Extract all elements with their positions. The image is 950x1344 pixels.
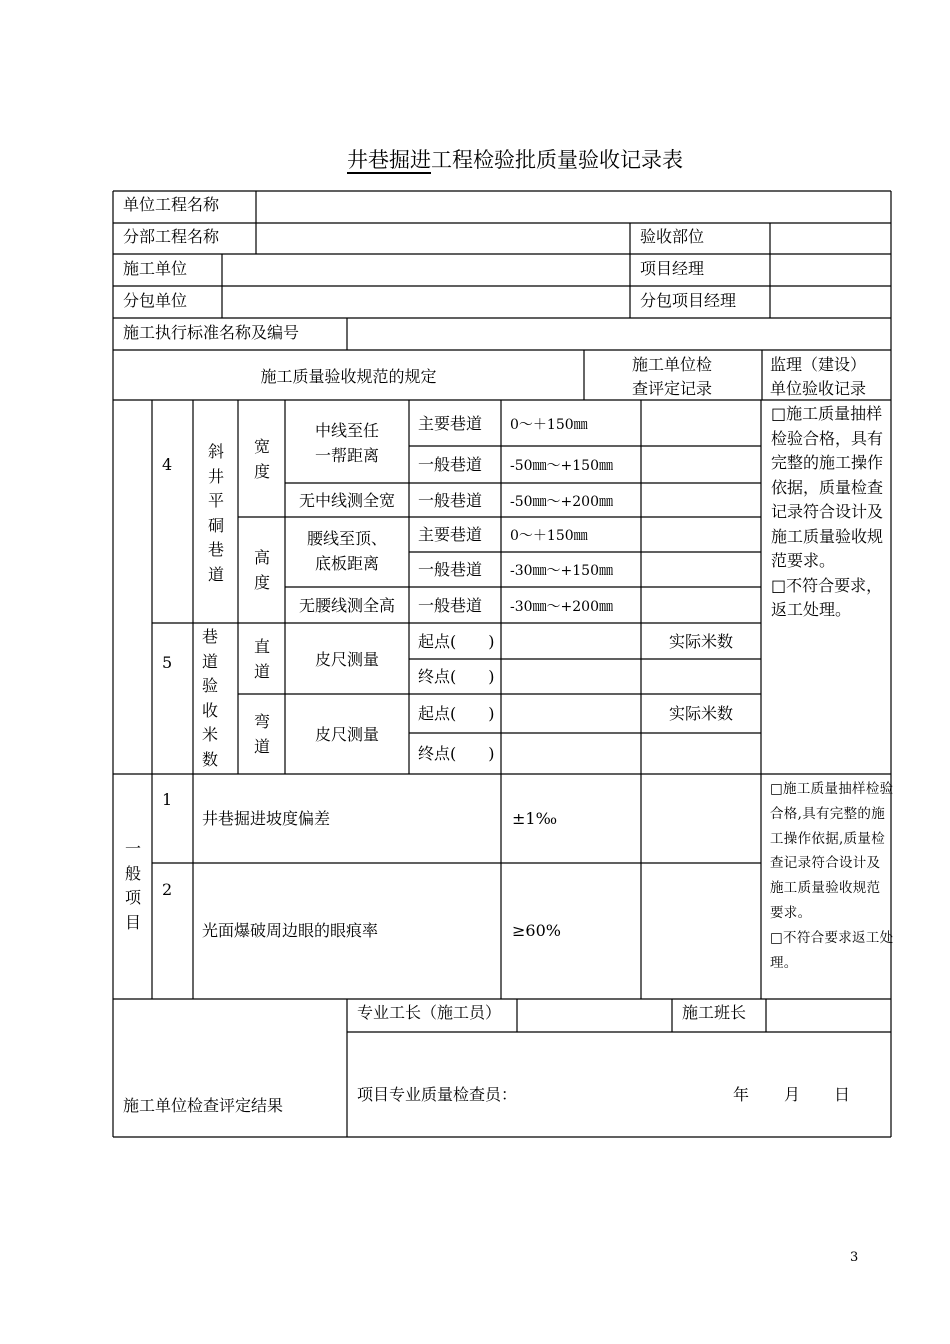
title-rest: 工程检验批质量验收记录表 xyxy=(431,148,683,172)
straight-label: 直 道 xyxy=(253,637,270,681)
center-to-side-2: 一帮距离 xyxy=(314,446,379,465)
check-result-label: 施工单位检查评定结果 xyxy=(123,1096,284,1115)
item4-name: 斜 井 平 硐 巷 道 xyxy=(207,442,224,584)
tolerance-6: -30㎜～+200㎜ xyxy=(510,599,613,615)
subcontract-manager-label: 分包项目经理 xyxy=(640,291,737,310)
general-item-1-number: 1 xyxy=(162,790,173,809)
unit-project-label: 单位工程名称 xyxy=(123,195,220,214)
item4-number: 4 xyxy=(162,455,173,474)
main-roadway-1: 主要巷道 xyxy=(418,414,483,433)
general-roadway-1: 一般巷道 xyxy=(418,455,483,474)
standard-label: 施工执行标准名称及编号 xyxy=(123,323,300,342)
end-point-2: 终点( ) xyxy=(418,744,495,763)
no-waist-line: 无腰线测全高 xyxy=(298,596,395,615)
item5-number: 5 xyxy=(162,653,173,672)
main-control-note: □施工质量抽样检验合格，具有完整的施工操作依据，质量检查记录符合设计及施工质量验收规范要求。 □不符合要求，返工处理。 xyxy=(771,404,884,619)
general-item-1: 井巷掘进坡度偏差 xyxy=(202,809,331,828)
main-roadway-2: 主要巷道 xyxy=(418,525,483,544)
supervisor-header-2: 单位验收记录 xyxy=(770,379,867,398)
general-item-2-number: 2 xyxy=(162,880,173,899)
height-label: 高 度 xyxy=(253,548,270,592)
inspector-label: 项目专业质量检查员： xyxy=(357,1085,518,1104)
center-to-side-1: 中线至任 xyxy=(314,421,379,440)
tolerance-4: 0～＋150㎜ xyxy=(510,528,588,544)
tolerance-3: -50㎜～+200㎜ xyxy=(510,494,613,510)
spec-header: 施工质量验收规范的规定 xyxy=(260,367,437,386)
tolerance-1: 0～＋150㎜ xyxy=(510,417,588,433)
subcontract-unit-label: 分包单位 xyxy=(123,291,188,310)
unit-check-header-1: 施工单位检 xyxy=(632,355,713,374)
general-roadway-2: 一般巷道 xyxy=(418,491,483,510)
title-underlined: 井巷掘进 xyxy=(347,148,431,172)
tolerance-2: -50㎜～+150㎜ xyxy=(510,458,613,474)
month-label: 月 xyxy=(784,1085,801,1104)
no-center-line: 无中线测全宽 xyxy=(298,491,395,510)
tolerance-5: -30㎜～+150㎜ xyxy=(510,563,613,579)
construction-unit-label: 施工单位 xyxy=(123,259,188,278)
general-item-2-value: ≥60% xyxy=(512,921,561,940)
actual-length-2: 实际米数 xyxy=(668,704,733,723)
item5-name: 巷 道 验 收 米 数 xyxy=(201,627,218,769)
start-point-1: 起点( ) xyxy=(418,632,495,651)
width-label: 宽 度 xyxy=(253,437,270,481)
general-roadway-3: 一般巷道 xyxy=(418,560,483,579)
curve-label: 弯 道 xyxy=(253,712,270,756)
tape-measure-1: 皮尺测量 xyxy=(314,650,379,669)
acceptance-part-label: 验收部位 xyxy=(640,227,705,246)
foreman-label: 专业工长（施工员） xyxy=(357,1003,502,1022)
start-point-2: 起点( ) xyxy=(418,704,495,723)
page-number: 3 xyxy=(850,1250,859,1265)
unit-check-header-2: 查评定记录 xyxy=(632,379,713,398)
end-point-1: 终点( ) xyxy=(418,667,495,686)
page-title xyxy=(0,146,950,174)
tape-measure-2: 皮尺测量 xyxy=(314,725,379,744)
supervisor-header-1: 监理（建设） xyxy=(770,355,867,374)
waist-line-1: 腰线至顶、 xyxy=(306,529,387,548)
general-item-2: 光面爆破周边眼的眼痕率 xyxy=(202,921,379,940)
general-roadway-4: 一般巷道 xyxy=(418,596,483,615)
general-item-1-value: ±1‰ xyxy=(512,809,558,828)
waist-line-2: 底板距离 xyxy=(314,554,379,573)
general-note: □施工质量抽样检验合格,具有完整的施工操作依据,质量检查记录符合设计及施工质量验收规范要求。 □不符合要求返工处理。 xyxy=(770,781,894,971)
team-leader-label: 施工班长 xyxy=(682,1003,747,1022)
actual-length-1: 实际米数 xyxy=(668,632,733,651)
year-label: 年 xyxy=(733,1085,750,1104)
sub-project-label: 分部工程名称 xyxy=(123,227,220,246)
day-label: 日 xyxy=(834,1085,851,1104)
general-items-label: 一 般 项 目 xyxy=(124,839,141,932)
project-manager-label: 项目经理 xyxy=(640,259,705,278)
